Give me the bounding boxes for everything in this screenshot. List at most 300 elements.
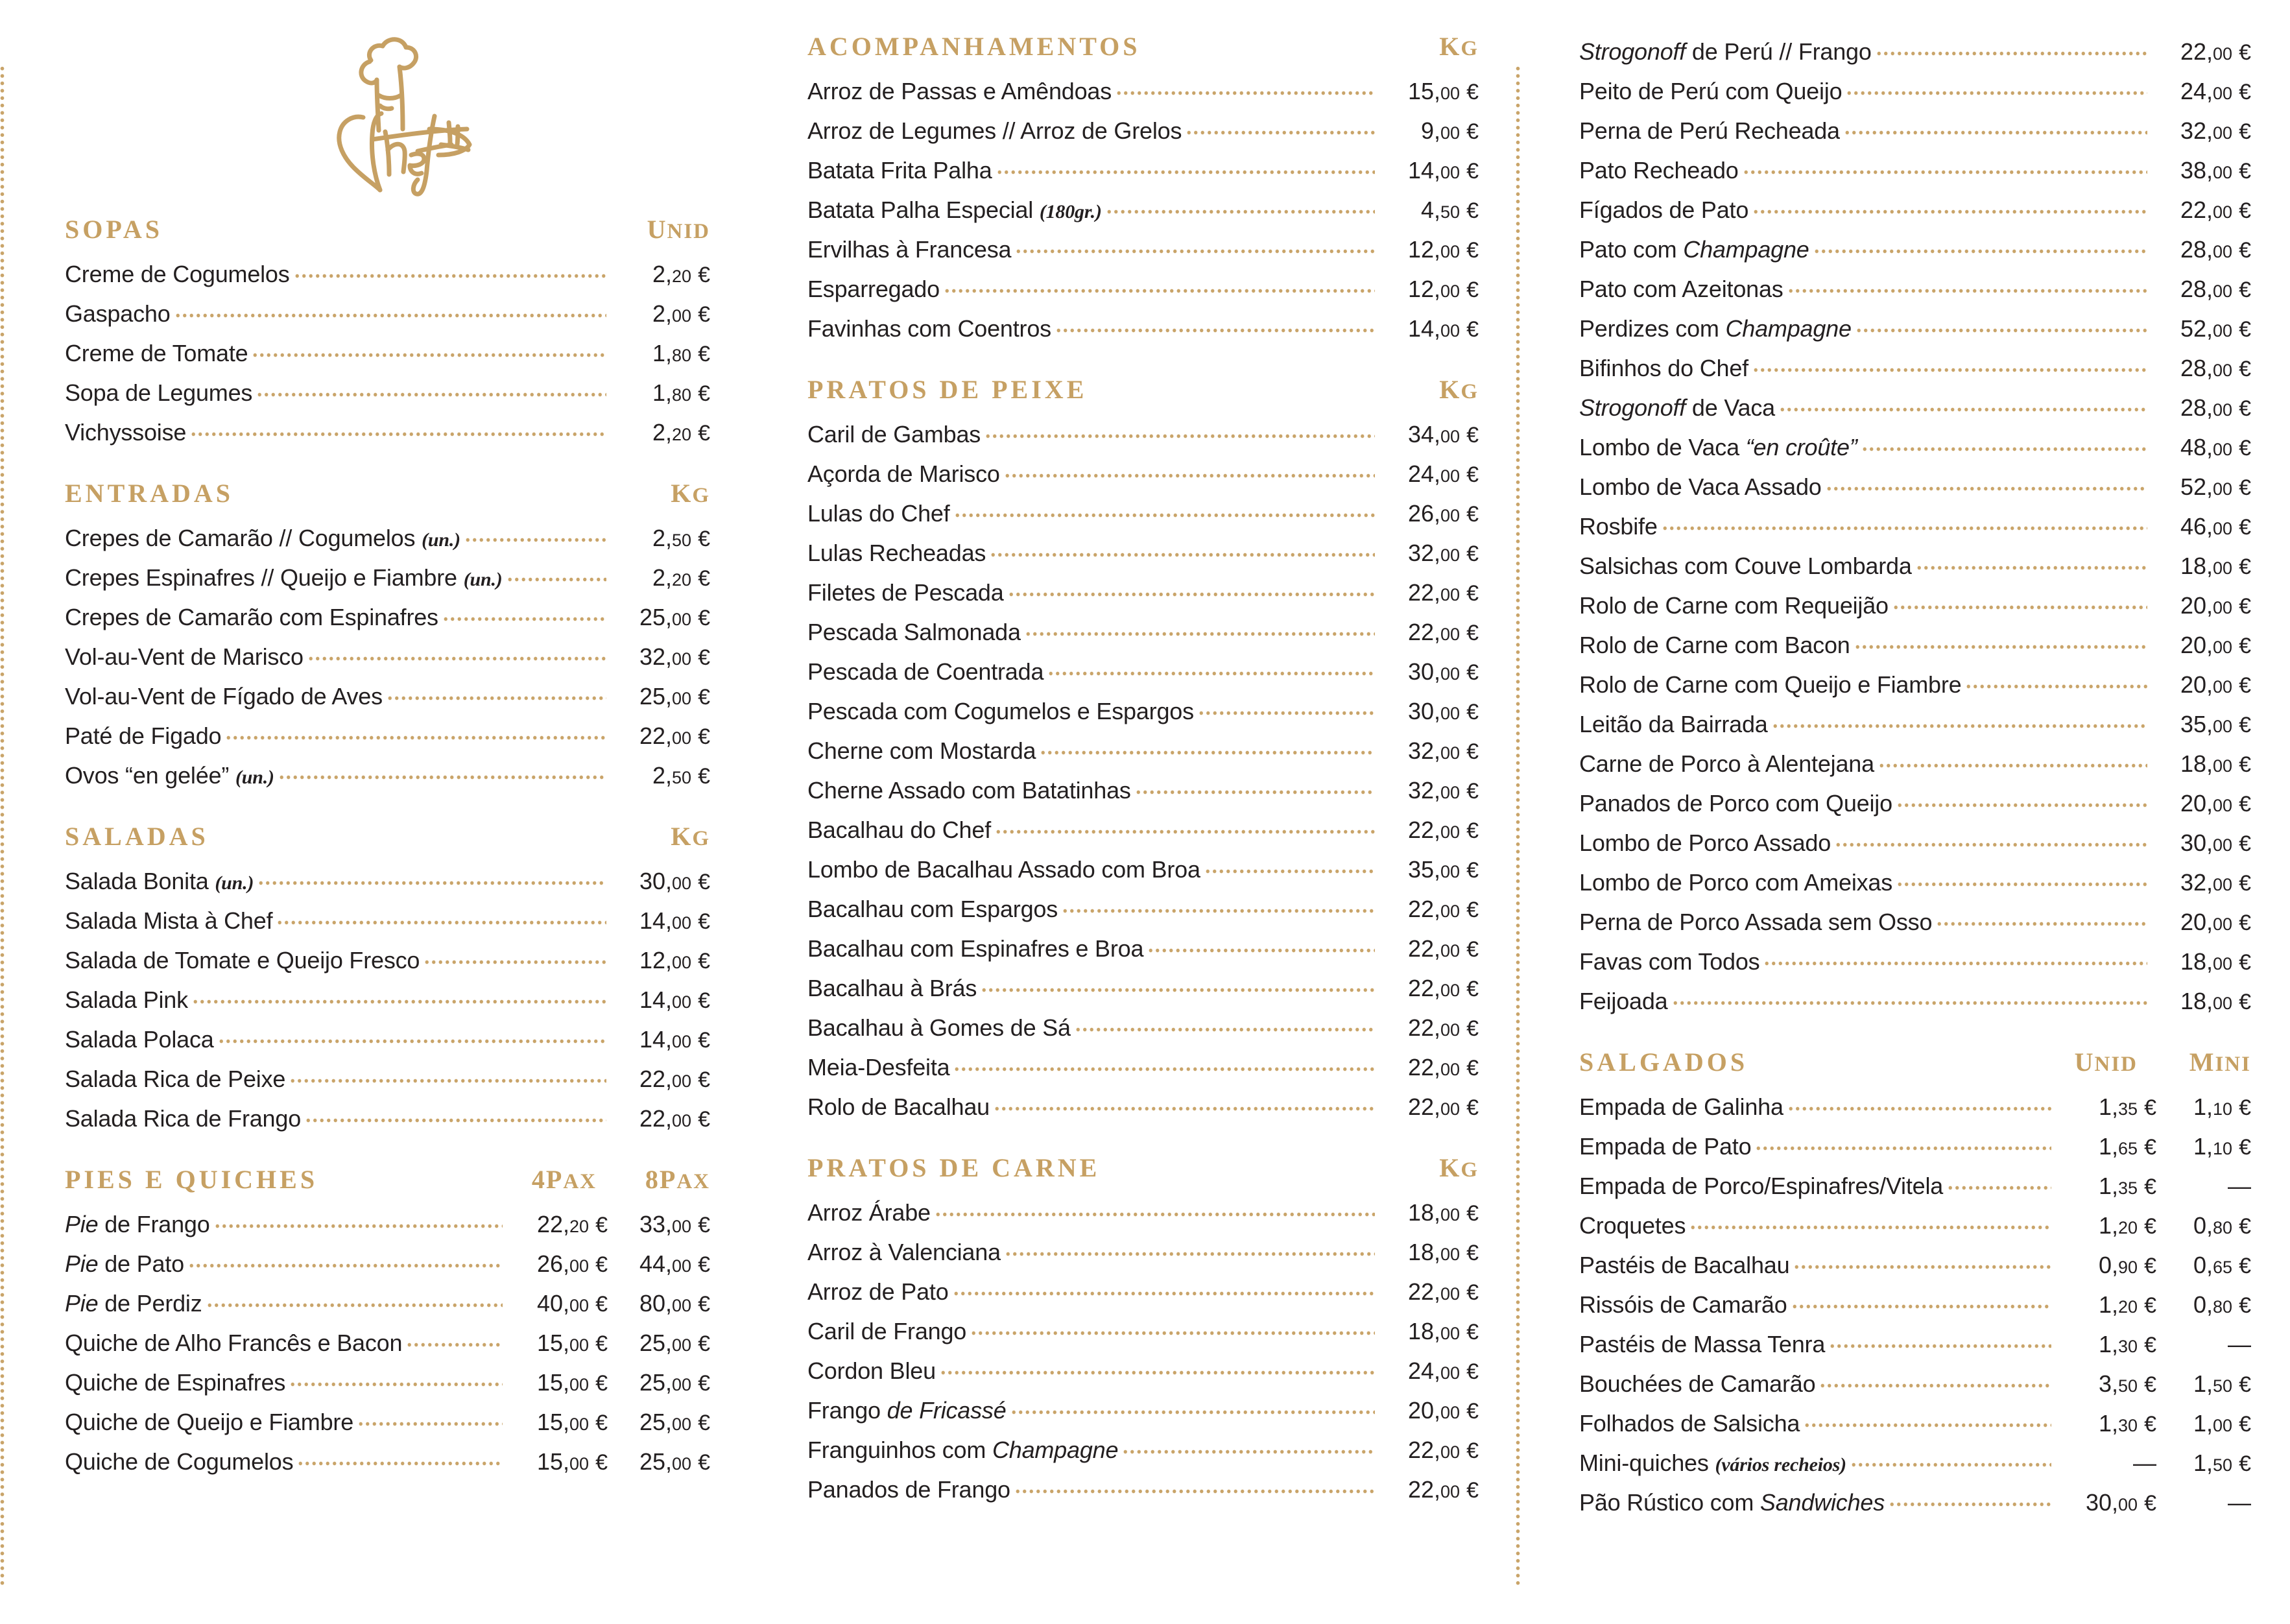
menu-item xyxy=(1579,197,2251,222)
dot-leader xyxy=(1835,830,2147,852)
item-price-mini: — xyxy=(2228,1489,2251,1516)
item-price: 22,00 € xyxy=(1407,1054,1479,1081)
dot-leader xyxy=(984,422,1375,444)
item-name: Bouchées de Camarão xyxy=(1579,1370,1816,1397)
menu-item xyxy=(65,1106,710,1130)
menu-item xyxy=(807,1398,1479,1422)
menu-item xyxy=(807,778,1479,802)
item-price: 18,00 € xyxy=(2180,948,2251,975)
dot-leader xyxy=(990,540,1375,562)
item-name: Bifinhos do Chef xyxy=(1579,355,1748,381)
menu-item xyxy=(807,1477,1479,1501)
section-header-pies-e-quiches xyxy=(65,1164,710,1195)
menu-item xyxy=(65,1449,710,1474)
dot-leader xyxy=(1826,474,2147,496)
item-name: Bacalhau com Espinafres e Broa xyxy=(807,935,1144,962)
item-name: Mini-quiches (vários recheios) xyxy=(1579,1450,1846,1476)
item-name: Quiche de Queijo e Fiambre xyxy=(65,1409,354,1435)
dot-leader xyxy=(1936,909,2147,931)
item-name: Creme de Cogumelos xyxy=(65,261,290,287)
menu-item xyxy=(65,1066,710,1091)
item-price: 52,00 € xyxy=(2180,473,2251,500)
menu-item xyxy=(807,619,1479,644)
dot-leader xyxy=(1015,237,1375,259)
menu-item xyxy=(1579,474,2251,499)
item-name: Croquetes xyxy=(1579,1212,1686,1239)
dot-leader xyxy=(1040,738,1375,760)
item-price: 28,00 € xyxy=(2180,355,2251,381)
dot-leader xyxy=(406,1330,503,1352)
menu-item xyxy=(65,644,710,669)
item-name: Pastéis de Bacalhau xyxy=(1579,1252,1790,1278)
unit-unid: UNID xyxy=(2074,1047,2138,1077)
item-price: 25,00 € xyxy=(639,604,710,630)
menu-item xyxy=(1579,1331,2251,1356)
item-price-unid: 1,35 € xyxy=(2098,1093,2156,1120)
item-name: Bacalhau do Chef xyxy=(807,817,992,843)
item-name: Pescada de Coentrada xyxy=(807,658,1044,685)
dot-leader xyxy=(1763,949,2147,971)
dot-leader xyxy=(174,301,606,323)
item-price: 18,00 € xyxy=(2180,988,2251,1014)
item-name: Pescada Salmonada xyxy=(807,619,1021,645)
item-name: Quiche de Alho Francês e Bacon xyxy=(65,1330,403,1356)
menu-item xyxy=(807,422,1479,446)
item-price-mini: — xyxy=(2228,1173,2251,1199)
dot-leader xyxy=(940,1358,1375,1380)
menu-item xyxy=(1579,1292,2251,1317)
menu-item xyxy=(807,1319,1479,1343)
menu-item xyxy=(807,461,1479,486)
item-price: 2,50 € xyxy=(652,525,710,551)
menu-item xyxy=(807,857,1479,881)
dot-leader xyxy=(1861,435,2147,457)
item-price-unid: 1,20 € xyxy=(2098,1291,2156,1318)
dot-leader xyxy=(1772,711,2147,734)
menu-item xyxy=(807,817,1479,842)
item-price: 34,00 € xyxy=(1407,421,1479,448)
section-items-sopas xyxy=(65,261,710,444)
section-title: ACOMPANHAMENTOS xyxy=(807,32,1141,61)
dot-leader xyxy=(357,1409,503,1431)
section-title: PIES E QUICHES xyxy=(65,1165,318,1194)
item-price: 2,20 € xyxy=(652,564,710,591)
item-price-unid: 1,30 € xyxy=(2098,1331,2156,1357)
item-price: 35,00 € xyxy=(1407,856,1479,883)
dot-leader xyxy=(188,1251,503,1273)
item-price-8pax: 25,00 € xyxy=(639,1369,710,1396)
dot-leader xyxy=(953,1055,1375,1077)
dot-leader xyxy=(1819,1371,2051,1393)
item-price-4pax: 26,00 € xyxy=(536,1250,608,1277)
item-name: Ovos “en gelée” (un.) xyxy=(65,762,274,789)
menu-item xyxy=(1579,316,2251,340)
dot-leader xyxy=(1204,857,1375,879)
item-name: Esparregado xyxy=(807,276,940,302)
dot-leader xyxy=(289,1370,503,1392)
menu-item xyxy=(807,1239,1479,1264)
section-title: PRATOS DE CARNE xyxy=(807,1153,1101,1182)
item-price: 32,00 € xyxy=(1407,777,1479,804)
item-name: Crepes Espinafres // Queijo e Fiambre (un.) xyxy=(65,564,503,591)
dot-leader xyxy=(1829,1331,2051,1354)
dot-leader xyxy=(981,975,1375,997)
menu-item xyxy=(1579,355,2251,380)
item-price: 20,00 € xyxy=(2180,632,2251,658)
item-name: Lulas Recheadas xyxy=(807,540,986,566)
menu-item xyxy=(1579,435,2251,459)
dot-leader xyxy=(1793,1252,2051,1274)
item-price: 24,00 € xyxy=(2180,78,2251,104)
item-price: 25,00 € xyxy=(639,683,710,710)
item-name: Pato com Champagne xyxy=(1579,236,1809,263)
item-price: 22,00 € xyxy=(1407,1278,1479,1305)
menu-item xyxy=(807,1094,1479,1119)
menu-item xyxy=(65,948,710,972)
menu-item xyxy=(807,501,1479,525)
section-unit-label: KG xyxy=(1439,1153,1479,1182)
item-name: Lombo de Porco com Ameixas xyxy=(1579,869,1893,896)
item-name: Gaspacho xyxy=(65,300,171,327)
dot-leader xyxy=(1813,237,2147,259)
dot-leader xyxy=(464,525,606,547)
item-price-unid: 3,50 € xyxy=(2098,1370,2156,1397)
item-name: Caril de Frango xyxy=(807,1318,967,1344)
menu-item xyxy=(1579,237,2251,261)
menu-item xyxy=(807,1055,1479,1079)
item-name: Batata Frita Palha xyxy=(807,157,992,184)
menu-item xyxy=(807,936,1479,961)
menu-item xyxy=(65,1027,710,1051)
item-name: Rolo de Carne com Requeijão xyxy=(1579,592,1889,619)
item-price: 22,00 € xyxy=(1407,579,1479,606)
dot-leader xyxy=(1689,1213,2051,1235)
item-price: 48,00 € xyxy=(2180,434,2251,460)
item-price: 24,00 € xyxy=(1407,1357,1479,1384)
dot-leader xyxy=(387,684,606,706)
item-name: Rolo de Carne com Bacon xyxy=(1579,632,1850,658)
item-name: Açorda de Marisco xyxy=(807,460,1000,487)
dot-leader xyxy=(970,1319,1375,1341)
dot-leader xyxy=(297,1449,503,1471)
dot-leader xyxy=(1779,395,2147,417)
item-name: Creme de Tomate xyxy=(65,340,248,366)
section-items-pratos-de-carne xyxy=(807,1200,1479,1501)
item-price: 2,20 € xyxy=(652,419,710,446)
menu-item xyxy=(65,380,710,405)
section-header-saladas xyxy=(65,821,710,852)
menu-item xyxy=(1579,1411,2251,1435)
item-name: Fígados de Pato xyxy=(1579,197,1749,223)
item-name: Feijoada xyxy=(1579,988,1668,1014)
dot-leader xyxy=(1896,791,2147,813)
item-name: Crepes de Camarão // Cogumelos (un.) xyxy=(65,525,460,551)
menu-item xyxy=(1579,593,2251,617)
item-name: Vol-au-Vent de Marisco xyxy=(65,643,304,670)
item-price: 2,00 € xyxy=(652,300,710,327)
menu-column-3 xyxy=(1518,0,2290,1624)
dot-leader xyxy=(1755,1134,2051,1156)
section-header-acompanhamentos xyxy=(807,31,1479,62)
dot-leader xyxy=(1014,1477,1375,1499)
section-unit-labels xyxy=(480,1164,710,1195)
item-price: 22,00 € xyxy=(639,1066,710,1092)
item-name: Lombo de Vaca “en croûte” xyxy=(1579,434,1857,460)
item-price: 12,00 € xyxy=(1407,276,1479,302)
dot-leader xyxy=(1889,1490,2051,1512)
item-price: 20,00 € xyxy=(2180,790,2251,817)
item-price-mini: — xyxy=(2228,1331,2251,1357)
item-name: Empada de Pato xyxy=(1579,1133,1752,1160)
item-price: 22,00 € xyxy=(1407,1437,1479,1463)
dot-leader xyxy=(1896,870,2147,892)
menu-item xyxy=(65,301,710,326)
menu-item xyxy=(1579,751,2251,776)
item-price-4pax: 40,00 € xyxy=(536,1290,608,1317)
item-price-8pax: 25,00 € xyxy=(639,1330,710,1356)
menu-item xyxy=(807,580,1479,604)
item-name: Batata Palha Especial (180gr.) xyxy=(807,197,1102,223)
menu-item xyxy=(65,684,710,708)
menu-item xyxy=(65,1291,710,1315)
item-name: Peito de Perú com Queijo xyxy=(1579,78,1843,104)
item-name: Bacalhau à Gomes de Sá xyxy=(807,1014,1071,1041)
section-header-pratos-de-peixe xyxy=(807,374,1479,405)
dot-leader xyxy=(1004,461,1375,483)
item-price-unid: — xyxy=(2133,1450,2156,1476)
item-name: Salada de Tomate e Queijo Fresco xyxy=(65,947,420,973)
dot-leader xyxy=(1147,936,1375,958)
item-price: 35,00 € xyxy=(2180,711,2251,737)
item-name: Perna de Porco Assada sem Osso xyxy=(1579,909,1933,935)
item-name: Franguinhos com Champagne xyxy=(807,1437,1119,1463)
menu-item xyxy=(807,158,1479,182)
menu-item xyxy=(807,316,1479,340)
item-price-8pax: 33,00 € xyxy=(639,1211,710,1237)
item-name: Arroz de Legumes // Arroz de Grelos xyxy=(807,117,1182,144)
menu-item xyxy=(65,525,710,550)
menu-item xyxy=(807,540,1479,565)
section-title: PRATOS DE PEIXE xyxy=(807,375,1088,404)
dot-leader xyxy=(1135,778,1375,800)
item-price: 38,00 € xyxy=(2180,157,2251,184)
item-price: 18,00 € xyxy=(1407,1318,1479,1344)
item-price: 18,00 € xyxy=(1407,1239,1479,1265)
menu-item xyxy=(65,340,710,365)
item-price: 22,00 € xyxy=(2180,197,2251,223)
item-name: Pato com Azeitonas xyxy=(1579,276,1783,302)
item-name: Favinhas com Coentros xyxy=(807,315,1051,342)
menu-item xyxy=(807,1358,1479,1383)
item-name: Vichyssoise xyxy=(65,419,187,446)
item-name: Quiche de Espinafres xyxy=(65,1369,286,1396)
menu-item xyxy=(807,975,1479,1000)
menu-item xyxy=(1579,632,2251,657)
item-name: Strogonoff de Vaca xyxy=(1579,394,1775,421)
dot-leader xyxy=(1198,699,1375,721)
menu-item xyxy=(807,896,1479,921)
menu-item xyxy=(65,1409,710,1434)
item-name: Pescada com Cogumelos e Espargos xyxy=(807,698,1194,724)
item-price: 1,80 € xyxy=(652,340,710,366)
dot-leader xyxy=(190,420,606,442)
dot-leader xyxy=(276,908,606,930)
menu-item xyxy=(1579,1213,2251,1237)
item-price: 15,00 € xyxy=(1407,78,1479,104)
section-unit-label: KG xyxy=(1439,32,1479,61)
item-name: Pastéis de Massa Tenra xyxy=(1579,1331,1826,1357)
item-price-mini: 1,10 € xyxy=(2193,1133,2251,1160)
item-name: Salada Rica de Peixe xyxy=(65,1066,286,1092)
section-title: SOPAS xyxy=(65,215,163,244)
menu-item xyxy=(65,763,710,787)
menu-item xyxy=(1579,1252,2251,1277)
item-name: Panados de Porco com Queijo xyxy=(1579,790,1892,817)
item-price: 4,50 € xyxy=(1420,197,1479,223)
menu-item xyxy=(1579,395,2251,420)
item-name: Carne de Porco à Alentejana xyxy=(1579,750,1874,777)
dot-leader xyxy=(1743,158,2147,180)
item-price: 20,00 € xyxy=(1407,1397,1479,1424)
section-items-entradas xyxy=(65,525,710,787)
item-name: Arroz de Pato xyxy=(807,1278,949,1305)
item-name: Salada Mista à Chef xyxy=(65,907,273,934)
item-name: Salada Bonita (un.) xyxy=(65,868,254,894)
menu-item xyxy=(1579,1450,2251,1475)
menu-item xyxy=(65,604,710,629)
dot-leader xyxy=(1752,355,2147,377)
section-header-sopas xyxy=(65,214,710,245)
item-price-mini: 0,80 € xyxy=(2193,1212,2251,1239)
item-price-8pax: 25,00 € xyxy=(639,1448,710,1475)
section-unit-label: KG xyxy=(671,479,710,508)
item-name: Leitão da Bairrada xyxy=(1579,711,1768,737)
item-price: 22,00 € xyxy=(2180,38,2251,65)
item-price: 12,00 € xyxy=(639,947,710,973)
dot-leader xyxy=(1662,514,2147,536)
item-price: 32,00 € xyxy=(2180,869,2251,896)
section-items-saladas xyxy=(65,868,710,1130)
dot-leader xyxy=(935,1200,1375,1222)
dot-leader xyxy=(278,763,606,785)
item-price: 32,00 € xyxy=(1407,540,1479,566)
item-price: 20,00 € xyxy=(2180,671,2251,698)
menu-item xyxy=(1579,118,2251,143)
menu-item xyxy=(1579,711,2251,736)
item-price: 20,00 € xyxy=(2180,592,2251,619)
dot-leader xyxy=(1844,118,2147,140)
dot-leader xyxy=(307,644,606,666)
dot-leader xyxy=(1047,659,1375,681)
dot-leader xyxy=(996,158,1375,180)
dot-leader xyxy=(1106,197,1375,219)
item-price-mini: 0,80 € xyxy=(2193,1291,2251,1318)
item-price: 52,00 € xyxy=(2180,315,2251,342)
item-price: 14,00 € xyxy=(1407,315,1479,342)
menu-column-2 xyxy=(746,0,1518,1624)
item-name: Lombo de Porco Assado xyxy=(1579,830,1831,856)
item-name: Salada Polaca xyxy=(65,1026,214,1053)
item-price-4pax: 15,00 € xyxy=(536,1448,608,1475)
menu-item xyxy=(1579,1173,2251,1198)
item-price: 22,00 € xyxy=(1407,1093,1479,1120)
section-title: ENTRADAS xyxy=(65,479,234,508)
item-price: 22,00 € xyxy=(1407,1014,1479,1041)
item-name: Salsichas com Couve Lombarda xyxy=(1579,553,1912,579)
item-name: Pão Rústico com Sandwiches xyxy=(1579,1489,1885,1516)
menu-item xyxy=(1579,791,2251,815)
menu-item xyxy=(1579,276,2251,301)
item-name: Perna de Perú Recheada xyxy=(1579,117,1840,144)
dot-leader xyxy=(1787,276,2147,298)
menu-item xyxy=(807,237,1479,261)
unit-8pax: 8PAX xyxy=(645,1165,710,1194)
menu-item xyxy=(1579,158,2251,182)
section-unit-labels xyxy=(2021,1047,2251,1077)
item-name: Vol-au-Vent de Fígado de Aves xyxy=(65,683,383,710)
dot-leader xyxy=(954,501,1375,523)
dot-leader xyxy=(1752,197,2147,219)
dot-leader xyxy=(1916,553,2147,575)
item-price: 30,00 € xyxy=(639,868,710,894)
section-header-salgados xyxy=(1579,1047,2251,1077)
menu-item xyxy=(65,723,710,748)
menu-item xyxy=(1579,1134,2251,1158)
section-items-salgados xyxy=(1579,1094,2251,1514)
dot-leader xyxy=(1846,78,2147,101)
menu-item xyxy=(807,1015,1479,1040)
item-name: Lombo de Bacalhau Assado com Broa xyxy=(807,856,1200,883)
item-name: Arroz à Valenciana xyxy=(807,1239,1001,1265)
menu-item xyxy=(65,1330,710,1355)
menu-item xyxy=(807,78,1479,103)
menu-item xyxy=(1579,830,2251,855)
dot-leader xyxy=(289,1066,606,1088)
dot-leader xyxy=(214,1212,503,1234)
item-price: 9,00 € xyxy=(1420,117,1479,144)
item-name: Rissóis de Camarão xyxy=(1579,1291,1787,1318)
unit-4pax: 4PAX xyxy=(531,1165,597,1194)
dot-leader xyxy=(257,868,606,890)
item-name: Cherne com Mostarda xyxy=(807,737,1036,764)
item-price: 30,00 € xyxy=(2180,830,2251,856)
section-items-acompanhamentos xyxy=(807,78,1479,340)
dot-leader xyxy=(994,1094,1375,1116)
menu-item xyxy=(807,118,1479,143)
item-name: Frango de Fricassé xyxy=(807,1397,1007,1424)
menu-item xyxy=(807,699,1479,723)
item-name: Ervilhas à Francesa xyxy=(807,236,1012,263)
item-price-mini: 1,50 € xyxy=(2193,1450,2251,1476)
item-price-unid: 30,00 € xyxy=(2085,1489,2156,1516)
section-title: SALGADOS xyxy=(1579,1047,1748,1077)
item-price: 22,00 € xyxy=(1407,619,1479,645)
dot-leader xyxy=(1947,1173,2051,1195)
item-name: Pato Recheado xyxy=(1579,157,1739,184)
item-price-8pax: 25,00 € xyxy=(639,1409,710,1435)
item-name: Meia-Desfeita xyxy=(807,1054,950,1081)
item-price: 32,00 € xyxy=(639,643,710,670)
dot-leader xyxy=(1791,1292,2051,1314)
item-price: 28,00 € xyxy=(2180,276,2251,302)
item-name: Cordon Bleu xyxy=(807,1357,936,1384)
item-price-unid: 0,90 € xyxy=(2098,1252,2156,1278)
menu-item xyxy=(807,738,1479,763)
item-price-4pax: 15,00 € xyxy=(536,1330,608,1356)
item-price-unid: 1,35 € xyxy=(2098,1173,2156,1199)
item-price-mini: 0,65 € xyxy=(2193,1252,2251,1278)
item-name: Rolo de Bacalhau xyxy=(807,1093,990,1120)
